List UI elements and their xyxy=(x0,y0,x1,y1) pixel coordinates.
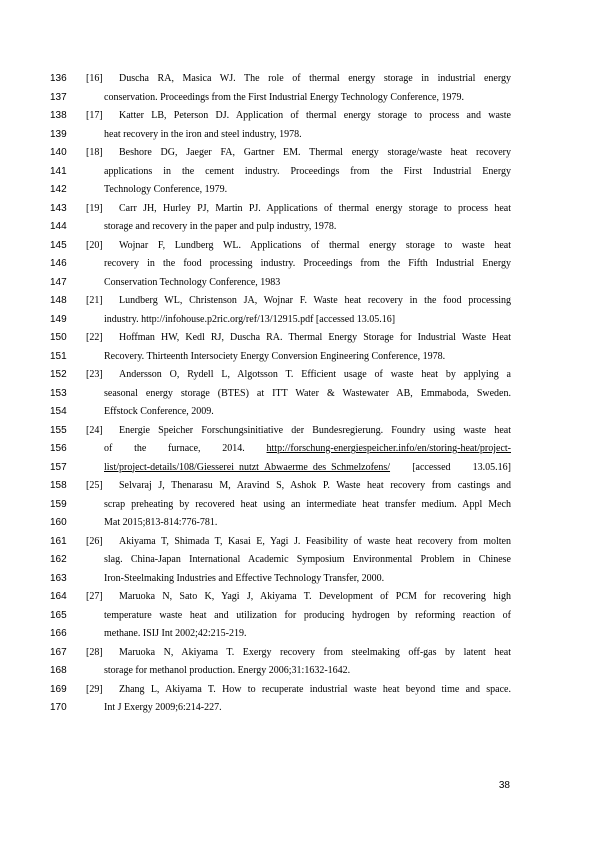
reference-text-content: Recovery. Thirteenth Intersociety Energy Conversion Engineering Conference, 1978. xyxy=(104,350,446,362)
line-number: 150 xyxy=(50,332,67,343)
line-number: 148 xyxy=(50,295,67,306)
reference-text xyxy=(104,274,511,293)
line-number: 139 xyxy=(50,128,67,140)
reference-text xyxy=(104,440,511,459)
line-number: 147 xyxy=(50,276,67,288)
reference-line xyxy=(0,681,595,700)
reference-text-content: storage for methanol production. Energy 2006;31:1632-1642. xyxy=(104,665,351,676)
reference-text xyxy=(104,551,511,570)
reference-text xyxy=(86,533,511,552)
reference-text xyxy=(104,348,511,367)
reference-line xyxy=(0,385,595,404)
page-number: 38 xyxy=(498,780,510,791)
line-number: 165 xyxy=(50,609,67,621)
reference-text xyxy=(86,329,511,348)
reference-text xyxy=(86,107,511,126)
reference-text-content: Maruoka N, Akiyama T. Exergy recovery from steelmaking off-gas by latent heat xyxy=(119,646,511,658)
reference-text-content: Katter LB, Peterson DJ. Application of thermal energy storage to process and waste xyxy=(119,110,511,121)
reference-text xyxy=(86,588,511,607)
line-number: 156 xyxy=(50,443,67,454)
reference-text xyxy=(104,496,511,515)
reference-list xyxy=(0,70,595,718)
reference-line xyxy=(0,533,595,552)
reference-number: [19] xyxy=(86,202,103,214)
reference-text-content: Hoffman HW, Kedl RJ, Duscha RA. Thermal Energy Storage for Industrial Waste Heat xyxy=(119,332,511,343)
reference-text-content: applications in the cement industry. Proceedings from the First Industrial Energy xyxy=(104,165,511,177)
reference-line xyxy=(0,292,595,311)
reference-text-content: Conservation Technology Conference, 1983 xyxy=(104,276,281,288)
reference-line xyxy=(0,644,595,663)
reference-text xyxy=(104,662,511,681)
reference-line xyxy=(0,237,595,256)
reference-number: [20] xyxy=(86,239,103,251)
reference-line xyxy=(0,366,595,385)
reference-number: [24] xyxy=(86,424,103,436)
line-number: 157 xyxy=(50,461,67,473)
reference-text xyxy=(104,514,511,533)
line-number: 149 xyxy=(50,313,67,325)
reference-number: [29] xyxy=(86,683,103,695)
reference-text-content: Duscha RA, Masica WJ. The role of thermal energy storage in industrial energy xyxy=(119,73,511,84)
line-number: 166 xyxy=(50,628,67,639)
line-number: 138 xyxy=(50,110,67,121)
reference-text xyxy=(104,459,511,478)
reference-text-content: Technology Conference, 1979. xyxy=(104,184,228,195)
reference-text-content: storage and recovery in the paper and pulp industry, 1978. xyxy=(104,221,337,232)
reference-text-content: Lundberg WL, Christenson JA, Wojnar F. Waste heat recovery in the food processing xyxy=(119,295,511,306)
line-number: 141 xyxy=(50,165,67,177)
reference-number: [28] xyxy=(86,646,103,658)
reference-text xyxy=(104,607,511,626)
reference-text xyxy=(86,70,511,89)
reference-text xyxy=(86,681,511,700)
reference-line xyxy=(0,218,595,237)
line-number: 159 xyxy=(50,498,67,510)
reference-line xyxy=(0,477,595,496)
reference-line xyxy=(0,329,595,348)
reference-text-content: recovery in the food processing industry. Proceedings from the Fifth Industrial Energy xyxy=(104,258,511,269)
reference-text xyxy=(104,403,511,422)
reference-number: [22] xyxy=(86,332,103,343)
reference-text xyxy=(86,366,511,385)
reference-text xyxy=(86,644,511,663)
reference-text xyxy=(104,181,511,200)
reference-text xyxy=(104,570,511,589)
reference-text-content: Effstock Conference, 2009. xyxy=(104,406,214,417)
reference-line xyxy=(0,625,595,644)
reference-text-content: scrap preheating by recovered heat using an intermediate heat transfer medium. Appl Mech xyxy=(104,498,511,510)
reference-text xyxy=(104,163,511,182)
reference-line xyxy=(0,496,595,515)
reference-text-content: Selvaraj J, Thenarasu M, Aravind S, Ashok P. Waste heat recovery from castings and xyxy=(119,480,511,491)
reference-line xyxy=(0,107,595,126)
reference-line xyxy=(0,144,595,163)
line-number: 154 xyxy=(50,406,67,417)
reference-text xyxy=(104,218,511,237)
reference-line xyxy=(0,200,595,219)
reference-line xyxy=(0,348,595,367)
reference-line xyxy=(0,551,595,570)
reference-text-content: Beshore DG, Jaeger FA, Gartner EM. Thermal energy storage/waste heat recovery xyxy=(119,147,511,158)
reference-text xyxy=(104,255,511,274)
reference-number: [17] xyxy=(86,110,103,121)
reference-line xyxy=(0,311,595,330)
reference-line xyxy=(0,588,595,607)
reference-text-content: Andersson O, Rydell L, Algotsson T. Efficient usage of waste heat by applying a xyxy=(119,369,511,380)
line-number: 158 xyxy=(50,480,67,491)
line-number: 146 xyxy=(50,258,67,269)
reference-link[interactable]: list/project-details/108/Giesserei_nutzt_Abwaerme_des_Schmelzofens/ xyxy=(104,461,391,473)
reference-line xyxy=(0,70,595,89)
line-number: 170 xyxy=(50,702,67,713)
reference-text-content: Wojnar F, Lundberg WL. Applications of thermal energy storage to waste heat xyxy=(119,239,511,251)
reference-line xyxy=(0,422,595,441)
reference-text xyxy=(86,237,511,256)
reference-text-content: Carr JH, Hurley PJ, Martin PJ. Applications of thermal energy storage to process heat xyxy=(119,202,511,214)
line-number: 144 xyxy=(50,221,67,232)
reference-text-content: Int J Exergy 2009;6:214-227. xyxy=(104,702,222,713)
line-number: 140 xyxy=(50,147,67,158)
reference-line xyxy=(0,181,595,200)
reference-text-content: Akiyama T, Shimada T, Kasai E, Yagi J. Feasibility of waste heat recovery from molten xyxy=(119,535,511,547)
line-number: 162 xyxy=(50,554,67,565)
line-number: 136 xyxy=(50,73,67,84)
reference-text xyxy=(104,625,511,644)
reference-text-content: conservation. Proceedings from the First Industrial Energy Technology Conference, 1979. xyxy=(104,91,464,103)
reference-number: [23] xyxy=(86,369,103,380)
reference-text-content: industry. http://infohouse.p2ric.org/ref/13/12915.pdf [accessed 13.05.16] xyxy=(104,313,396,325)
reference-number: [25] xyxy=(86,480,103,491)
reference-line xyxy=(0,255,595,274)
reference-text-content: Iron-Steelmaking Industries and Effective Technology Transfer, 2000. xyxy=(104,572,385,584)
line-number: 153 xyxy=(50,387,67,399)
reference-text-content: of the furnace, 2014. xyxy=(104,443,245,454)
line-number: 161 xyxy=(50,535,67,547)
reference-number: [18] xyxy=(86,147,103,158)
reference-text xyxy=(104,385,511,404)
line-number: 169 xyxy=(50,683,67,695)
reference-number: [27] xyxy=(86,591,103,602)
reference-number: [26] xyxy=(86,535,103,547)
reference-text xyxy=(86,292,511,311)
line-number: 163 xyxy=(50,572,67,584)
reference-text-content: heat recovery in the iron and steel industry, 1978. xyxy=(104,128,302,140)
reference-text-content: Maruoka N, Sato K, Yagi J, Akiyama T. Development of PCM for recovering high xyxy=(119,591,511,602)
reference-text-content: Energie Speicher Forschungsinitiative der Bundesregierung. Foundry using waste heat xyxy=(119,424,511,436)
reference-line xyxy=(0,514,595,533)
reference-text xyxy=(104,311,511,330)
reference-text-content: Mat 2015;813-814:776-781. xyxy=(104,517,218,528)
line-number: 155 xyxy=(50,424,67,436)
reference-text xyxy=(104,126,511,145)
line-number: 160 xyxy=(50,517,67,528)
reference-line xyxy=(0,662,595,681)
reference-line xyxy=(0,440,595,459)
reference-line xyxy=(0,89,595,108)
reference-text xyxy=(86,144,511,163)
reference-line xyxy=(0,274,595,293)
reference-text-content: seasonal energy storage (BTES) at ITT Water & Wastewater AB, Emmaboda, Sweden. xyxy=(104,387,511,399)
reference-text xyxy=(104,699,511,718)
reference-number: [21] xyxy=(86,295,103,306)
line-number: 142 xyxy=(50,184,67,195)
reference-text xyxy=(86,200,511,219)
reference-line xyxy=(0,607,595,626)
reference-text-content: methane. ISIJ Int 2002;42:215-219. xyxy=(104,628,247,639)
reference-text-content: temperature waste heat and utilization for producing hydrogen by reforming reaction of xyxy=(104,609,511,621)
line-number: 151 xyxy=(50,350,67,362)
line-number: 164 xyxy=(50,591,67,602)
reference-text-content: [accessed 13.05.16] xyxy=(390,461,511,473)
reference-text-content: slag. China-Japan International Academic Symposium Environmental Problem in Chinese xyxy=(104,554,511,565)
reference-line xyxy=(0,699,595,718)
reference-text xyxy=(86,422,511,441)
reference-line xyxy=(0,163,595,182)
line-number: 152 xyxy=(50,369,67,380)
reference-line xyxy=(0,459,595,478)
reference-text xyxy=(86,477,511,496)
reference-text-content: Zhang L, Akiyama T. How to recuperate industrial waste heat beyond time and space. xyxy=(119,683,511,695)
line-number: 143 xyxy=(50,202,67,214)
line-number: 167 xyxy=(50,646,67,658)
reference-link[interactable]: http://forschung-energiespeicher.info/en/storing-heat/project- xyxy=(266,443,511,454)
line-number: 168 xyxy=(50,665,67,676)
reference-number: [16] xyxy=(86,73,103,84)
reference-line xyxy=(0,570,595,589)
reference-text xyxy=(104,89,511,108)
reference-line xyxy=(0,126,595,145)
line-number: 145 xyxy=(50,239,67,251)
line-number: 137 xyxy=(50,91,67,103)
reference-line xyxy=(0,403,595,422)
